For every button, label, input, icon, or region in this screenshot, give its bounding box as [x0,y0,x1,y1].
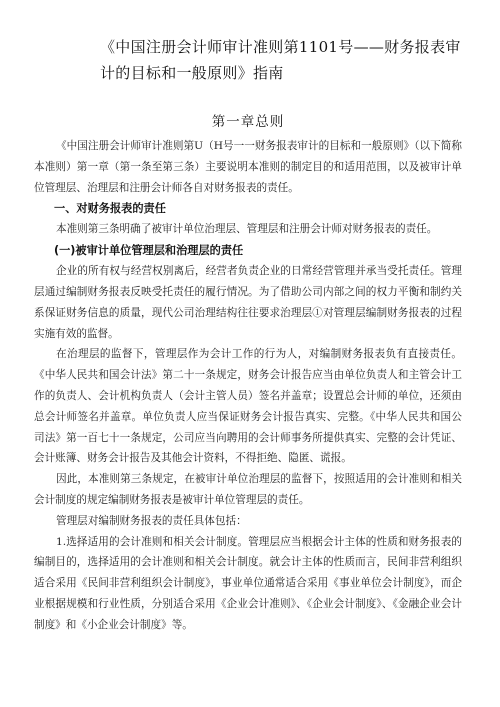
section-paragraph: 本准则第三条明确了被审计单位治理层、管理层和注册会计师对财务报表的责任。 [56,223,438,236]
intro-paragraph: 《中国注册会计师审计准则第U（H号一一财务报表审计的目标和一般原则》（以下简称本准则）第一章（第一条至第三条）主要说明本准则的制定目的和适用范围，以及被审计单位管理层、治理层和注册会计师各自对财务报表的责任。 [34,140,462,194]
section-heading: 一、对财务报表的责任 [54,202,166,216]
body-paragraph-management: 在治理层的监督下，管理层作为会计工作的行为人，对编制财务报表负有直接责任。《中华人民共和国会计法》第二十一条规定，财务会计报告应当由单位负责人和主管会计工作的负责人、会计机构负责人（会计主管人员）签名并盖章；设置总会计师的单位，还须由总会计师签名并盖章。单位负责人应当保证财务会计报告真实、完整。《中华人民共和国公司法》第一百七十一条规定，公司应当向聘用的会计师事务所提供真实、完整的会计凭证、会计账簿、财务会计报告及其他会计资料，不得拒绝、隐匿、谎报。 [34,348,462,465]
body-paragraph-ownership: 企业的所有权与经营权别离后，经营者负责企业的日常经营管理并承当受托责任。管理层通过编制财务报表反映受托责任的履行情况。为了借助公司内部之间的权力平衡和制约关系保证财务信息的质量，现代公司治理结构往往要求治理层①对管理层编制财务报表的过程实施有效的监督。 [34,265,462,340]
subsection-heading: (一)被审计单位管理层和治理层的责任 [54,244,244,258]
document-title: 《中国注册会计师审计准则第1101号——财务报表审计的目标和一般原则》指南 [100,38,461,82]
list-item-1: 1.选择适用的会计准则和相关会计制度。管理层应当根据会计主体的性质和财务报表的编制目的，选择适用的会计准则和相关会计制度。就会计主体的性质而言，民间非营利组织适合采用《民间非营利组织会计制度》，事业单位通常适合采用《事业单位会计制度》，而企业根据规模和行业性质，分别适合采用《企业会计准则》、《企业会计制度》、《金融企业会计制度》和《小企业会计制度》等。 [34,535,462,631]
chapter-title: 第一章总则 [211,114,285,130]
body-paragraph-responsibilities: 管理层对编制财务报表的责任具体包括： [56,514,247,527]
body-paragraph-therefore: 因此，本准则第三条规定，在被审计单位治理层的监督下，按照适用的会计准则和相关会计制度的规定编制财务报表是被审计单位管理层的责任。 [34,473,462,506]
